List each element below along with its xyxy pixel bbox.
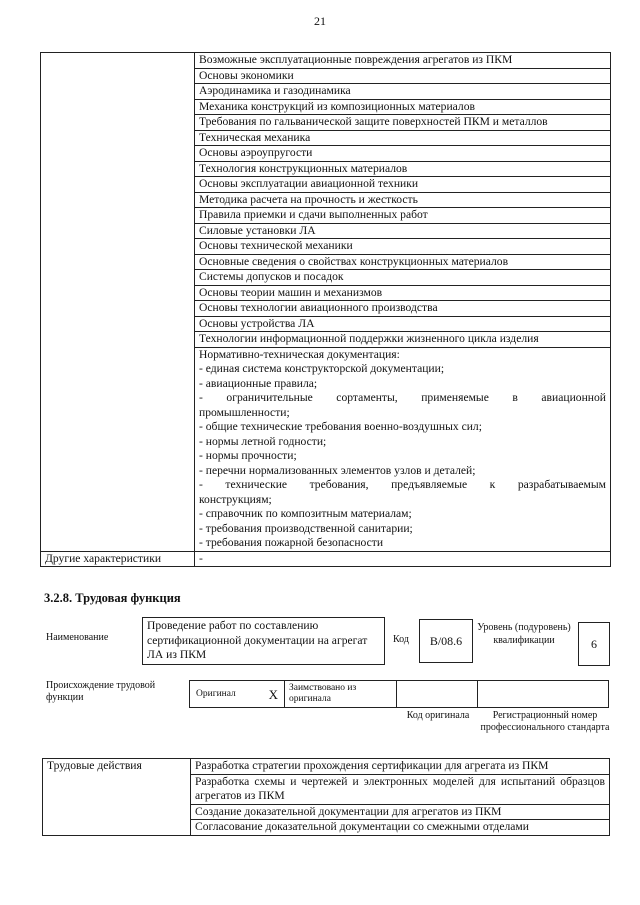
knowledge-label-cell <box>41 53 195 552</box>
action-item: Создание доказательной документации для агрегатов из ПКМ <box>191 804 610 820</box>
knowledge-item: Системы допусков и посадок <box>195 270 611 286</box>
knowledge-item: Возможные эксплуатационные повреждения агрегатов из ПКМ <box>195 53 611 69</box>
origin-borrowed-label: Заимствовано из оригинала <box>285 681 397 707</box>
knowledge-item: Основы технической механики <box>195 239 611 255</box>
knowledge-item: Основы технологии авиационного производства <box>195 301 611 317</box>
origin-label: Происхождение трудовой функции <box>46 680 156 703</box>
normative-line: - нормы летной годности; <box>199 434 327 448</box>
knowledge-item: Аэродинамика и газодинамика <box>195 84 611 100</box>
normative-docs-cell <box>195 347 611 551</box>
qualification-level: 6 <box>578 622 610 666</box>
actions-table <box>42 758 610 836</box>
knowledge-item: Технология конструкционных материалов <box>195 161 611 177</box>
other-characteristics-value: - <box>195 551 611 567</box>
table-row <box>43 759 610 775</box>
actions-label: Трудовые действия <box>43 759 191 836</box>
function-name: Проведение работ по составлению сертификационной документации на агрегат ЛА из ПКМ <box>142 617 385 665</box>
knowledge-item: Механика конструкций из композиционных материалов <box>195 99 611 115</box>
knowledge-item: Техническая механика <box>195 130 611 146</box>
normative-line: конструкциям; <box>199 492 272 506</box>
other-characteristics-label: Другие характеристики <box>41 551 195 567</box>
function-code: B/08.6 <box>419 619 473 663</box>
normative-line: - технические требования, предъявляемые к разрабатываемым <box>199 478 606 491</box>
action-item: Разработка стратегии прохождения сертификации для агрегата из ПКМ <box>191 759 610 775</box>
normative-line: - единая система конструкторской документации; <box>199 362 445 375</box>
action-item: Согласование доказательной документации со смежными отделами <box>191 820 610 836</box>
origin-code-cell <box>397 681 478 707</box>
normative-line: промышленности; <box>199 405 290 419</box>
knowledge-table <box>40 52 611 567</box>
knowledge-item: Основные сведения о свойствах конструкционных материалов <box>195 254 611 270</box>
origin-original-label: Оригинал <box>196 688 236 699</box>
table-row <box>41 551 611 567</box>
origin-row <box>189 680 609 708</box>
action-item: Разработка схемы и чертежей и электронных моделей для испытаний образцов агрегатов из ПКМ <box>191 774 610 804</box>
knowledge-item: Основы аэроупругости <box>195 146 611 162</box>
code-original-caption: Код оригинала <box>406 710 470 721</box>
knowledge-item: Силовые установки ЛА <box>195 223 611 239</box>
knowledge-item: Основы экономики <box>195 68 611 84</box>
origin-original-cell <box>190 681 285 707</box>
knowledge-item: Основы устройства ЛА <box>195 316 611 332</box>
normative-line: - ограничительные сортаменты, применяемые в авиационной <box>199 391 606 404</box>
section-title: 3.2.8. Трудовая функция <box>44 591 181 605</box>
code-label: Код <box>393 634 409 645</box>
normative-line: - перечни нормализованных элементов узлов и деталей; <box>199 463 476 477</box>
normative-line: - нормы прочности; <box>199 449 297 462</box>
normative-line: - общие технические требования военно-воздушных сил; <box>199 420 482 433</box>
origin-reg-cell <box>478 681 608 707</box>
normative-line: - авиационные правила; <box>199 376 318 390</box>
name-label: Наименование <box>46 632 109 643</box>
table-row <box>41 53 611 69</box>
page-number: 21 <box>314 14 326 28</box>
level-label: Уровень (подуровень) квалификации <box>477 622 571 646</box>
origin-original-mark: X <box>268 686 278 702</box>
knowledge-item: Методика расчета на прочность и жесткость <box>195 192 611 208</box>
reg-number-caption: Регистрационный номер профессионального стандарта <box>480 710 610 733</box>
normative-line: - требования пожарной безопасности <box>199 536 384 549</box>
knowledge-item: Технологии информационной поддержки жизненного цикла изделия <box>195 332 611 348</box>
knowledge-item: Правила приемки и сдачи выполненных работ <box>195 208 611 224</box>
normative-line: - требования производственной санитарии; <box>199 521 413 535</box>
normative-heading: Нормативно-техническая документация: <box>199 347 400 361</box>
knowledge-item: Требования по гальванической защите поверхностей ПКМ и металлов <box>195 115 611 131</box>
knowledge-item: Основы теории машин и механизмов <box>195 285 611 301</box>
normative-line: - справочник по композитным материалам; <box>199 507 412 520</box>
knowledge-item: Основы эксплуатации авиационной техники <box>195 177 611 193</box>
